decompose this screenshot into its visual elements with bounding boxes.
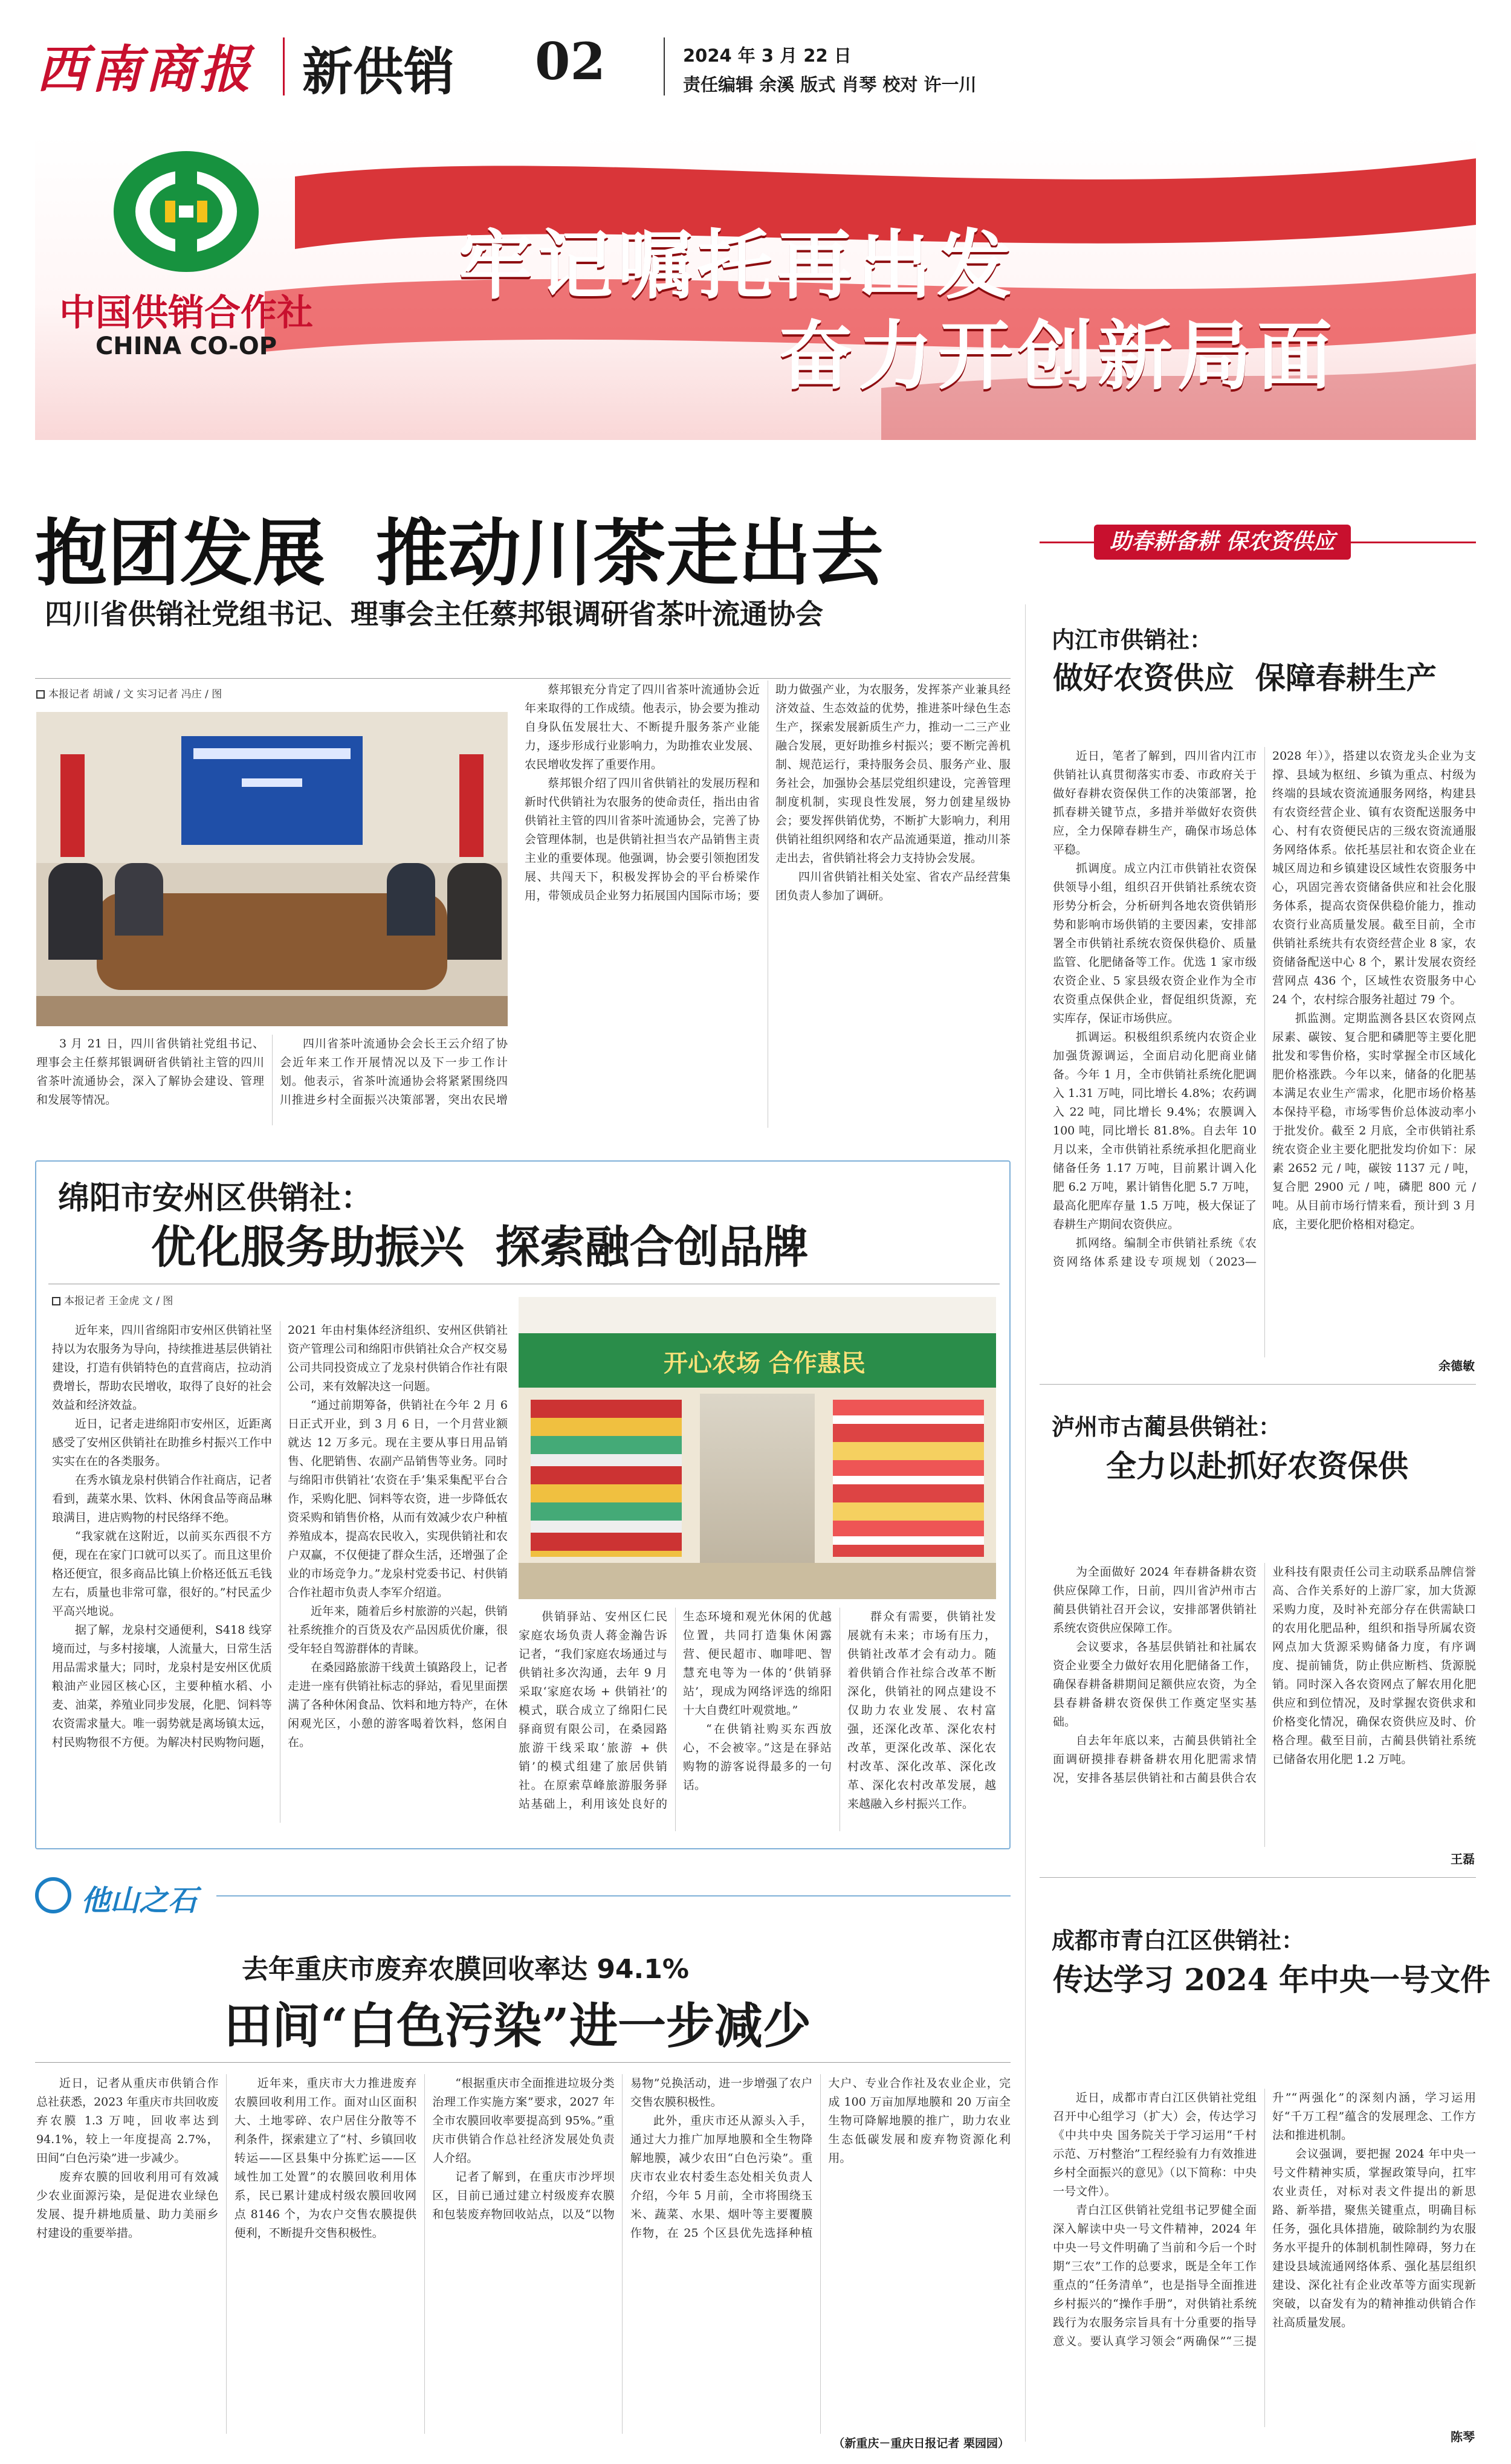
chongqing-title: 田间“白色污染”进一步减少 [224, 1997, 812, 2054]
org-name-en: CHINA CO-OP [95, 332, 277, 360]
main-column-separator [1025, 604, 1026, 2442]
mianyang-paragraph: 群众有需要，供销社发展就有未来；市场有压力，供销社改革才会有动力。随着供销合作社综合改革不断深化，供销社的网点建设不仅助力农业发展、农村富强，还深化改革、深化农村改革，更深化改革、深化农村改革、深化改革、深化改革、深化农村改革发展，越来越融入乡村振兴工作。 [847, 1610, 996, 1811]
chengdu-paragraph: 会议强调，要把握 2024 年中央一号文件精神实质，掌握政策导向，扛牢农业责任，对标对表文件提出的新思路、新举措，聚焦关键重点，明确目标任务，强化具体措施，破除制约为农服务水平提升的体制机制性障碍，努力在建设县域流通网络体系、强化基层组织建设、深化社有企业改革等方面实现新突破，以奋发有为的精神推动供销合作社高质量发展。 [1272, 2147, 1476, 2329]
luzhou-bottom-rule [1040, 1877, 1476, 1878]
circle-logo-icon [35, 1877, 71, 1913]
lead-paragraph: 蔡邦银介绍了四川省供销社的发展历程和新时代供销社为农服务的使命责任，指出由省供销社主管的四川省茶叶流通协会，完善了协会管理体制，也是供销社担当农产品销售主责主业的重要体现。他强调，协会要引领抱团发展、共闯天下，积极发挥协会的平台桥梁作用，带领成员企业努力拓展国内国际市场；要助力做强产业，为农服务，发挥茶产业兼具经济效益、生态效益的优势，推进茶叶绿色生态生产，探索发展新质生产力，推动一二三产业融合发展，更好助推乡村振兴；要不断完善机制、规范运行，秉持服务会员、服务产业、服务社会，加强协会基层党组织建设，完善管理制度机制，实现良性发展，努力创建星级协会；要发挥供销优势，不断扩大影响力，利用供销社组织网络和农产品流通渠道，推动川茶走出去，省供销社将会力支持协会发展。 [525, 683, 1011, 902]
page-number: 02 [535, 31, 606, 91]
mianyang-paragraph: 在秀水镇龙泉村供销合作社商店，记者看到，蔬菜水果、饮料、休闲食品等商品琳琅满目，进店购物的村民络绎不绝。 [52, 1473, 272, 1524]
neijiang-paragraph: 抓监测。定期监测各县区农资网点尿素、碳铵、复合肥和磷肥等主要化肥批发和零售价格，实时掌握全市区域化肥价格涨跌。今年以来，储备的化肥基本满足农业生产需求，化肥市场价格基本保持平稳，市场零售价总体波动率小于批发价。截至 2 月底，全市供销社系统农资企业主要化肥批发均价如下：尿素 2652 元 / 吨，碳铵 1137 元 / 吨，复合肥 2900 元 / 吨，磷肥 800 元 / 吨。从目前市场行情来看，预计到 3 月底，主要化肥价格相对稳定。 [1272, 1012, 1476, 1231]
luzhou-signature: 王磊 [1451, 1852, 1475, 1866]
lead-paragraph: 四川省供销社相关处室、省农产品经营集团负责人参加了调研。 [775, 870, 1011, 902]
mianyang-paragraph: 供销驿站、安州区仁民家庭农场负责人蒋金瀚告诉记者，“我们家庭农场通过与供销社多次沟通，去年 9 月采取‘家庭农场 + 供销社’的模式，联合成立了绵阳仁民驿商贸有限公司，在桑园路旅游干线采取‘旅游 + 供销’的模式组建了旅居供销社。在原索草峰旅游服务驿站基础上，利用该处良好的生态环境和观光休闲的优越位置，共同打造集休闲露营、便民超市、咖啡吧、智慧充电等为一体的‘供销驿站’，现成为网络评选的绵阳十大自费红叶观赏地。” [519, 1610, 832, 1811]
mianyang-paragraph: 近日，记者走进绵阳市安州区，近距离感受了安州区供销社在助推乡村振兴工作中实实在在的各类服务。 [52, 1417, 272, 1468]
chongqing-paragraph: 记者了解到，在重庆市沙坪坝区，目前已通过建立村级废弃农膜和包装废弃物回收站点，以及“以物易物”兑换活动，进一步增强了农户交售农膜积极性。 [432, 2077, 813, 2221]
lead-paragraph: 四川省茶叶流通协会会长王云介绍了协会近年来工作开展情况以及下一步工作计划。他表示，省茶叶流通协会将紧紧围绕四川推进乡村全面振兴决策部署，突出农民增 [280, 1037, 508, 1107]
mianyang-paragraph: 据了解，龙泉村交通便利，S418 线穿境而过，与多村接壤，人流量大，日常生活用品需求量大；同时，龙泉村是安州区优质粮油产业园区核心区，主要种植水稻、小麦、油菜，养殖业同步发展，化肥、饲料等农资需求量大。唯一弱势就是离场镇太远，村民购物很不方便。为解决村民购物问题，2021 年由村集体经济组织、安州区供销社资产管理公司和绵阳市供销社众合产权交易公司共同投资成立了龙泉村供销合作社有限公司，来有效解决这一问题。 [52, 1324, 508, 1749]
chongqing-tag-label: 他山之石 [81, 1884, 198, 1918]
mianyang-paragraph: 在桑园路旅游干线黄土镇路段上，记者走进一座有供销社标志的驿站，看见里面摆满了各种休闲食品、饮料和地方特产，在休闲观光区，小憩的游客喝着饮料，悠闲自在。 [288, 1661, 508, 1749]
chongqing-body [36, 2074, 1011, 2434]
neijiang-paragraph: 近日，笔者了解到，四川省内江市供销社认真贯彻落实市委、市政府关于做好春耕农资保供工作的决策部署，抢抓春耕关键节点，多措并举做好农资供应，全力保障春耕生产，确保市场总体平稳。 [1053, 749, 1257, 856]
chengdu-title-1: 成都市青白江区供销社： [1052, 1927, 1305, 1954]
mianyang-paragraph: 近年来，四川省绵阳市安州区供销社坚持以为农服务为导向，持续推进基层供销社建设，打造有供销特色的直营商店，拉动消费增长，帮助农民增收，取得了良好的社会效益和经济效益。 [52, 1324, 272, 1412]
lead-body [525, 681, 1011, 1128]
luzhou-paragraph: 会议要求，各基层供销社和社属农资企业要全力做好农用化肥储备工作，确保春耕备耕期间足额供应农资，为全县春耕备耕农资保供工作奠定坚实基础。 [1053, 1640, 1257, 1728]
chongqing-paragraph: 近年来，重庆市大力推进废弃农膜回收利用工作。面对山区面积大、土地零碎、农户居住分散等不利条件，探索建立了“村、乡镇回收转运——区县集中分拣贮运——区域性加工处置”的农膜回收利用体系，民已累计建成村级农膜回收网点 8146 个，为农户交售农膜提供便利，不断提升交售积极性。 [234, 2077, 417, 2240]
luzhou-title-2: 全力以赴抓好农资保供 [1106, 1448, 1408, 1484]
mianyang-paragraph: “在供销社购买东西放心，不会被宰。”这是在驿站购物的游客说得最多的一句话。 [683, 1722, 832, 1792]
chongqing-kicker: 去年重庆市废弃农膜回收率达 94.1% [242, 1954, 689, 1985]
masthead-divider [283, 37, 285, 95]
mianyang-paragraph: “通过前期筹备，供销社在今年 2 月 6 日正式开业，到 3 月 6 日，一个月营业额就达 12 万多元。现在主要从事日用品销售、化肥销售、农副产品销售等业务。同时与绵阳市供销社‘农资在手’集采集配平台合作，采购化肥、饲料等农资，进一步降低农资采购和销售价格，从而有效减少农户种植养殖成本，提高农民收入，实现供销社和农户双赢，不仅便捷了群众生活，还增强了企业的市场竞争力。”龙泉村党委书记、村供销合作社超市负责人李军介绍道。 [288, 1399, 508, 1599]
luzhou-title-1: 泸州市古蔺县供销社： [1052, 1414, 1282, 1440]
mianyang-byline: 本报记者 王金虎 文 / 图 [52, 1292, 173, 1307]
slogan-line-2: 奋力开创新局面 [778, 313, 1338, 400]
banner [35, 134, 1476, 440]
lead-photo-caption-block [36, 1035, 508, 1125]
org-name-cn: 中国供销合作社 [59, 292, 313, 334]
chongqing-tag [35, 1875, 1011, 1917]
editor-credits: 责任编辑 余溪 版式 肖琴 校对 许一川 [683, 74, 977, 95]
mianyang-title-1: 绵阳市安州区供销社： [58, 1180, 373, 1217]
chongqing-paragraph: 此外，重庆市还从源头入手，通过大力推广加厚地膜和全生物降解地膜，减少农田“白色污染”。重庆市农业农村委生态处相关负责人介绍，今年 5 月前，全市将围绕玉米、蔬菜、水果、烟叶等主要覆膜作物，在 25 个区县优先选择种植大户、专业合作社及农业企业，完成 100 万亩加厚地膜和 20 万亩全生物可降解地膜的推广，助力农业生态低碳发展和废弃物资源化利用。 [630, 2077, 1011, 2240]
lead-top-rule [35, 678, 1011, 679]
chengdu-paragraph: 青白江区供销社党组书记罗健全面深入解读中央一号文件精神，2024 年中央一号文件明确了当前和今后一个时期“三农”工作的总要求，既是全年工作重点的“任务清单”，也是指导全面推进乡村振兴的“操作手册”，对供销社系统践行为农服务宗旨具有十分重要的指导意义。要认真学习领会“两确保”“三提升”“两强化”的深刻内涵，学习运用好“千万工程”蕴含的发展理念、工作方法和推进机制。 [1053, 2091, 1476, 2348]
lead-paragraph: 蔡邦银充分肯定了四川省茶叶流通协会近年来取得的工作成绩。他表示，协会要为推动自身队伍发展壮大、不断提升服务茶产业能力，逐步形成行业影响力，为助推农业发展、农民增收发挥了重要作用。 [525, 683, 760, 771]
masthead [0, 0, 1511, 127]
chongqing-source: （新重庆－重庆日报记者 栗园园） [833, 2437, 1009, 2450]
mianyang-photo [519, 1297, 996, 1599]
section-name: 新供销 [302, 42, 455, 102]
mianyang-body-right [519, 1608, 996, 1831]
paper-name: 西南商报 [36, 39, 254, 99]
neijiang-paragraph: 抓调运。积极组织系统内农资企业加强货源调运，全面启动化肥商业储备。今年 1 月，全市供销社系统化肥调入 1.31 万吨，同比增长 4.8%；农药调入 22 吨，同比增长 9.4%；农膜调入 100 吨，同比增长 81.8%。自去年 10 月以来，全市供销社系统承担化肥商业储备任务 1.17 万吨，目前累计调入化肥 6.2 万吨，累计销售化肥 5.7 万吨，最高化肥库存量 1.5 万吨，极大保证了春耕生产期间农资供应。 [1053, 1030, 1257, 1231]
chongqing-rule [35, 2062, 1011, 2063]
lead-subtitle: 四川省供销社党组书记、理事会主任蔡邦银调研省茶叶流通协会 [45, 598, 823, 630]
mianyang-body-left [52, 1321, 508, 1823]
chengdu-signature: 陈琴 [1451, 2430, 1475, 2444]
mianyang-paragraph: 近年来，随着后乡村旅游的兴起，供销社系统推介的百货及农产品因质优价廉，很受年轻自驾游群体的青睐。 [288, 1605, 508, 1655]
neijiang-title-1: 内江市供销社： [1052, 627, 1213, 653]
lead-photo [36, 712, 508, 1026]
luzhou-paragraph: 为全面做好 2024 年春耕备耕农资供应保障工作，日前，四川省泸州市古蔺县供销社召开会议，安排部署供销社系统农资供应保障工作。 [1053, 1565, 1257, 1635]
neijiang-paragraph: 抓网络。编制全市供销社系统《农资网络体系建设专项规划（2023—2028 年）》，搭建以农资龙头企业为支撑、县域为枢纽、乡镇为重点、村级为终端的县域农资流通服务网络，构建县有农资经营企业、镇有农资配送服务中心、村有农资便民店的三级农资流通服务网络体系。依托基层社和农资企业在城区周边和乡镇建设区域性农资服务中心，巩固完善农资储备供应和社会化服务体系，提高农资保供稳价能力，推动农资行业高质量发展。截至目前，全市供销社系统共有农资经营企业 8 家，农资储备配送中心 8 个，累计发展农资经营网点 436 个，区域性农资服务中心 24 个，农村综合服务社超过 79 个。 [1053, 749, 1476, 1269]
neijiang-bottom-rule [1040, 1384, 1476, 1385]
neijiang-paragraph: 抓调度。成立内江市供销社农资保供领导小组，组织召开供销社系统农资形势分析会，分析研判各地农资供销形势和影响市场供销的主要因素，安排部署全市供销社系统农资保供稳价、质量监管、化肥储备等工作。优选 1 家市级农资企业、5 家县级农资企业作为全市农资重点保供企业，督促组织货源，充实库存，保证市场供应。 [1053, 862, 1257, 1025]
sidebar-tag [1040, 521, 1476, 563]
chengdu-body [1053, 2089, 1476, 2427]
masthead-divider-2 [664, 37, 665, 95]
byline-square-icon [52, 1297, 60, 1305]
luzhou-body [1053, 1563, 1476, 1847]
chongqing-paragraph: “根据重庆市全面推进垃圾分类治理工作实施方案”要求，2027 年全市农膜回收率要提高到 95%。”重庆市供销合作总社经济发展处负责人介绍。 [432, 2077, 615, 2165]
store-sign: 开心农场 合作惠民 [664, 1350, 866, 1377]
chengdu-paragraph: 近日，成都市青白江区供销社党组召开中心组学习（扩大）会，传达学习《中共中央 国务院关于学习运用“千村示范、万村整治”工程经验有力有效推进乡村全面振兴的意见》（以下简称：中央一号文件）。 [1053, 2091, 1257, 2198]
lead-photo-caption: 3 月 21 日，四川省供销社党组书记、理事会主任蔡邦银调研省供销社主管的四川省茶叶流通协会，深入了解协会建设、管理和发展等情况。 [36, 1037, 264, 1107]
neijiang-signature: 余德敏 [1438, 1359, 1475, 1373]
co-op-logo-icon [108, 145, 265, 278]
mianyang-title-2: 优化服务助振兴 探索融合创品牌 [151, 1221, 809, 1273]
neijiang-body [1053, 747, 1476, 1357]
chongqing-paragraph: 近日，记者从重庆市供销合作总社获悉，2023 年重庆市共回收废弃农膜 1.3 万吨，回收率达到 94.1%，较上一年度提高 2.7%，田间“白色污染”进一步减少。 [36, 2077, 219, 2165]
lead-title: 抱团发展 推动川茶走出去 [35, 512, 884, 596]
issue-date: 2024 年 3 月 22 日 [683, 45, 852, 66]
neijiang-title-2: 做好农资供应 保障春耕生产 [1053, 660, 1437, 696]
mianyang-paragraph: “我家就在这附近，以前买东西很不方便，现在在家门口就可以买了。而且这里价格还便宜，很多商品比镇上价格还低五毛钱左右，质量也非常可靠，很好的。”村民孟少平高兴地说。 [52, 1530, 272, 1618]
byline-square-icon [36, 690, 45, 699]
chengdu-title-2: 传达学习 2024 年中央一号文件 [1053, 1962, 1490, 1997]
chongqing-paragraph: 废弃农膜的回收利用可有效减少农业面源污染，是促进农业绿色发展、提升耕地质量、助力美丽乡村建设的重要举措。 [36, 2170, 219, 2240]
luzhou-paragraph: 自去年年底以来，古蔺县供销社全面调研摸排春耕备耕农用化肥需求情况，安排各基层供销社和古蔺县供合农业科技有限责任公司主动联系品牌信誉高、合作关系好的上游厂家，加大货源采购力度，及时补充部分存在供需缺口的农用化肥品种，组织和指导所属农资网点加大货源采购储备力度，有序调度、提前铺货，防止供应断档、货源脱销。同时深入各农资网点了解农用化肥供应和到位情况，及时掌握农资供求和价格变化情况，确保农资供应及时、价格合理。截至目前，古蔺县供销社系统已储备农用化肥 1.2 万吨。 [1053, 1565, 1476, 1785]
lead-byline: 本报记者 胡诚 / 文 实习记者 冯庄 / 图 [36, 685, 222, 700]
slogan-line-1: 牢记嘱托再出发 [458, 222, 1017, 309]
sidebar-tag-label: 助春耕备耕 保农资供应 [1094, 525, 1351, 560]
